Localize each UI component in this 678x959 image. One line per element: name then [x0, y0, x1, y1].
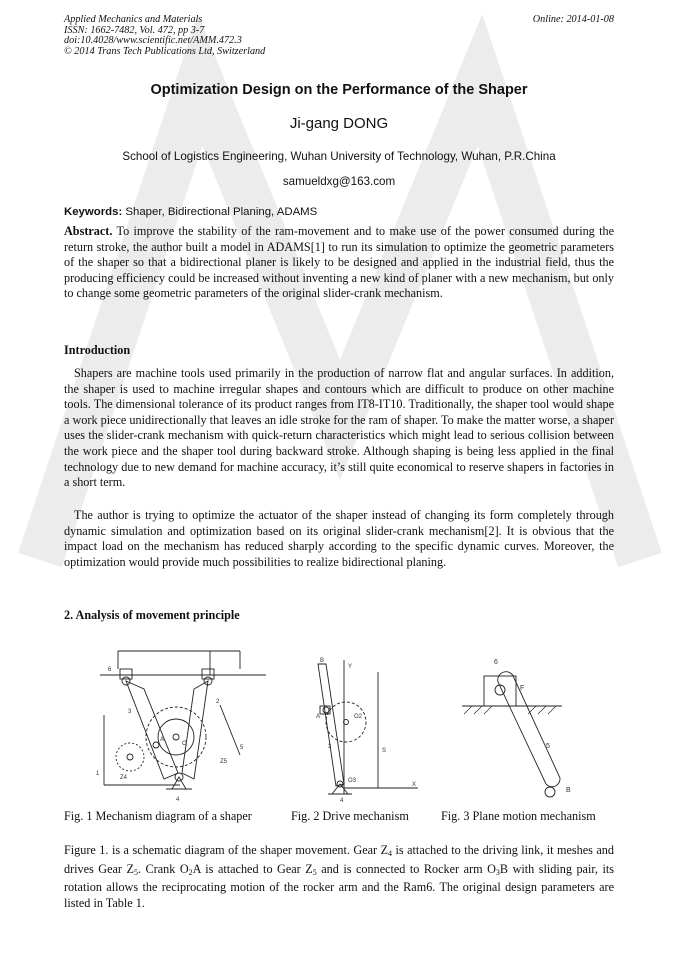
fig1-label-7: Z4: [120, 775, 128, 781]
fig1-label-2: 3: [128, 709, 132, 715]
introduction-paragraph-2: The author is trying to optimize the actuator of the shaper instead of changing its form completely through dynamic simulation and optimization based on its original slider-crank mechanism[2]. It is obvious that the impact load on the mechanism has reduced sharply according to the specific dynamic curves. Moreover, the optimization would provide much possibilities to realize bidirectional planing.: [64, 508, 614, 569]
rocker-o3b-symbol: O: [487, 861, 496, 876]
fig1-label-8: A: [160, 737, 165, 743]
gear-z4-symbol: Z: [380, 843, 389, 857]
fig-desc-text-4: is attached to Gear: [200, 861, 306, 876]
fig2-label-o2: O2: [354, 714, 363, 720]
figure-3-caption: Fig. 3 Plane motion mechanism: [441, 809, 596, 823]
fig3-label-5: 5: [546, 743, 550, 750]
journal-header: [64, 15, 265, 57]
fig2-label-y: Y: [348, 664, 353, 670]
figure-1-description: [64, 843, 614, 911]
figure-2-drive-mechanism: [300, 652, 422, 802]
keywords-line: [64, 206, 317, 218]
doi-line: doi:10.4028/www.scientific.net/AMM.472.3: [64, 35, 242, 46]
journal-name: Applied Mechanics and Materials: [64, 14, 203, 25]
gear-z5b-symbol: Z: [305, 861, 313, 876]
gear-z5b-subscript: 5: [312, 867, 317, 877]
gear-z4-subscript: 4: [388, 849, 393, 858]
crank-o2a-symbol: O: [179, 861, 189, 876]
fig-desc-text-6: with sliding pair, its rotation allows the reciprocating motion of the rocker arm and the Ram6. The original design parameters are listed in Table 1.: [64, 861, 614, 910]
fig2-label-3: 3: [328, 744, 332, 750]
online-date: Online: 2014-01-08: [532, 14, 614, 25]
figure-1-mechanism-diagram: [90, 645, 272, 805]
introduction-paragraph-1: Shapers are machine tools used primarily in the production of narrow flat and angular surfaces. In addition, the shaper is used to machine irregular shapes and contours which are difficult to produce on other machine tools. The dimensional tolerance of its product ranges from IT8-IT10. Traditionally, the shaper tool would shape a work piece unidirectionally that leaves an idle stroke for the ram of shaper. To make the matter worse, a shaper uses the slider-crank mechanism with quick-return characteristics which might lead to serious collision between the work piece and the shaper tool during backward stroke. Although shaping is being less applied in the final technology due to new demand for machine accuracy, it’s still quite economical to reserve shapers in factories in a short term.: [64, 366, 614, 490]
rocker-o3b-subscript: 3: [495, 867, 500, 877]
fig1-label-10: 5: [240, 745, 244, 751]
fig2-label-a: A: [316, 714, 321, 720]
figure-3-plane-motion-mechanism: [458, 652, 588, 802]
crank-o2a-subscript: 2: [188, 867, 193, 877]
fig3-label-6: 6: [494, 659, 498, 666]
gear-z5-symbol: Z: [126, 861, 134, 876]
abstract: [64, 224, 614, 302]
fig2-label-4: 4: [340, 798, 344, 802]
crank-o2a-suffix: A: [192, 861, 201, 876]
figure-2-caption: Fig. 2 Drive mechanism: [291, 809, 409, 823]
fig1-label-1: 6: [108, 667, 112, 673]
fig3-label-f: F: [520, 685, 525, 692]
fig-desc-text-2: is attached to the driving link, it meshes and drives Gear: [64, 843, 614, 876]
fig3-label-b: B: [566, 787, 571, 794]
fig2-label-s: S: [382, 748, 387, 754]
fig1-label-3: 2: [216, 699, 220, 705]
issn-line: ISSN: 1662-7482, Vol. 472, pp 3-7: [64, 24, 205, 36]
fig1-label-6: Z5: [220, 759, 228, 765]
abstract-label: Abstract.: [64, 224, 113, 238]
gear-z5-subscript: 5: [133, 867, 138, 877]
fig2-label-x: X: [412, 782, 417, 788]
copyright-line: © 2014 Trans Tech Publications Ltd, Switzerland: [64, 45, 266, 57]
author-email[interactable]: samueldxg@163.com: [282, 175, 396, 188]
abstract-text: To improve the stability of the ram-movement and to make use of the power consumed during the return stroke, the author built a model in ADAMS[1] to run its simulation to optimize the geometric parameters of the shaper so that a bidirectional planer is likely to be designed and applied in the industrial field, thus the producing efficiency could be increased without inventing a new kind of planer with a new mechanism, but only to change some geometric parameters of the original slider-crank mechanism.: [64, 224, 614, 301]
section-2-heading: 2. Analysis of movement principle: [64, 608, 240, 622]
fig1-label-9: O: [182, 741, 187, 747]
fig2-label-o3: O3: [348, 778, 357, 784]
fig1-label-5: 1: [96, 771, 100, 777]
fig2-label-b: B: [320, 658, 325, 664]
rocker-o3b-suffix: B: [499, 861, 509, 876]
fig-desc-text-3: . Crank: [137, 861, 180, 876]
fig-desc-text-1: Figure 1. is a schematic diagram of the shaper movement. Gear: [64, 843, 381, 857]
introduction-heading: Introduction: [64, 343, 131, 357]
paper-title: Optimization Design on the Performance of the Shaper: [150, 82, 528, 98]
keywords-label: Keywords:: [64, 206, 123, 218]
keywords-text: Shaper, Bidirectional Planing, ADAMS: [122, 206, 318, 218]
affiliation: School of Logistics Engineering, Wuhan University of Technology, Wuhan, P.R.China: [122, 150, 556, 163]
fig1-label-4: 4: [176, 797, 180, 803]
author-name: Ji-gang DONG: [289, 115, 389, 132]
figure-1-caption: Fig. 1 Mechanism diagram of a shaper: [64, 809, 252, 823]
fig-desc-text-5: and is connected to Rocker arm: [316, 861, 488, 876]
